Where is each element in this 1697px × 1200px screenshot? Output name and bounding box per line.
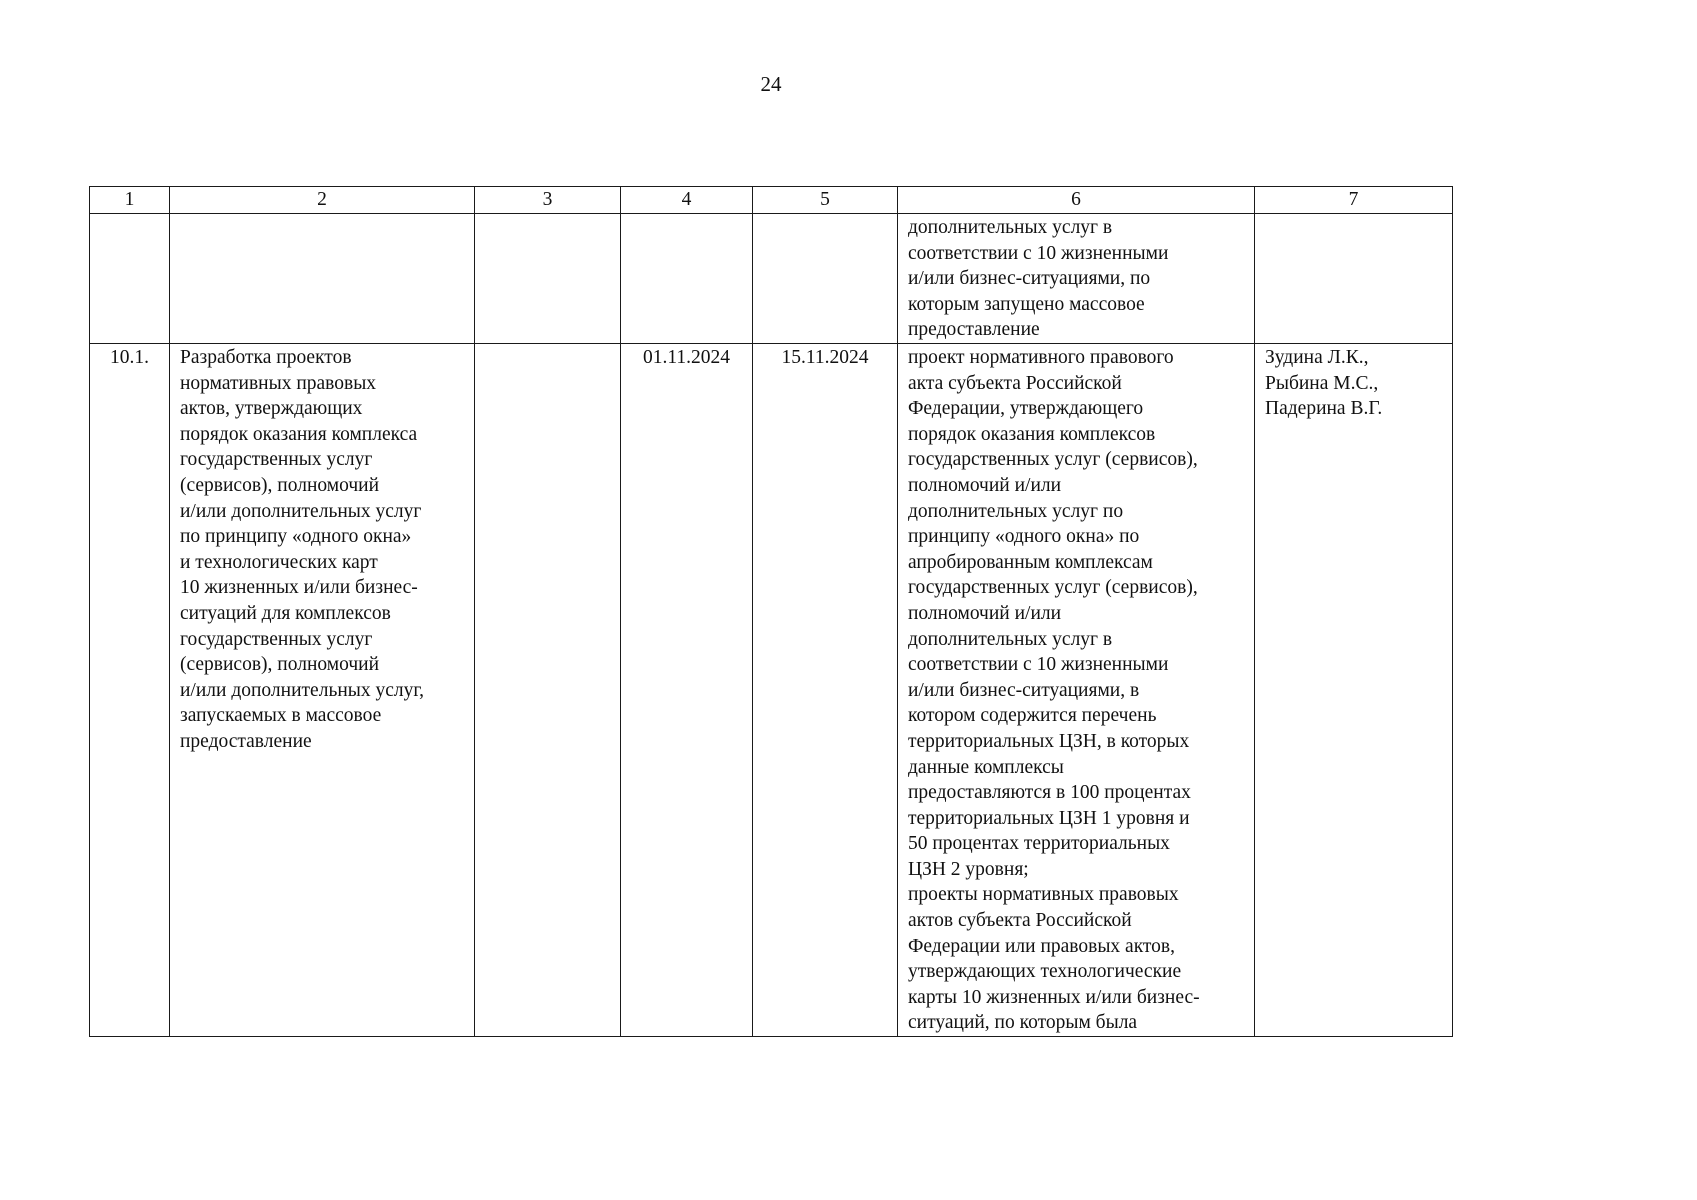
continuation-cell-3 (475, 214, 621, 344)
page-number: 24 (760, 72, 782, 96)
column-header-4: 4 (621, 187, 753, 214)
continuation-cell-2 (170, 214, 475, 344)
continuation-cell-7 (1255, 214, 1453, 344)
column-header-5: 5 (753, 187, 898, 214)
continuation-row (90, 214, 1453, 344)
column-header-1: 1 (90, 187, 170, 214)
column-header-7: 7 (1255, 187, 1453, 214)
continuation-cell-4 (621, 214, 753, 344)
row-end-date-cell: 15.11.2024 (753, 344, 898, 1037)
row-responsible-cell: Зудина Л.К., Рыбина М.С., Падерина В.Г. (1255, 344, 1453, 1037)
continuation-cell-1 (90, 214, 170, 344)
row-number-cell: 10.1. (90, 344, 170, 1037)
column-header-2: 2 (170, 187, 475, 214)
row-result-cell: проект нормативного правового акта субъекта Российской Федерации, утверждающего порядок оказания комплексов государственных услуг (сервисов), полномочий и/или дополнительных услуг по принципу «одного окна» по апробированным комплексам государственных услуг (сервисов), полномочий и/или дополнительных услуг в соответствии с 10 жизненными и/или бизнес-ситуациями, в котором содержится перечень территориальных ЦЗН, в которых данные комплексы предоставляются в 100 процентах территориальных ЦЗН 1 уровня и 50 процентах территориальных ЦЗН 2 уровня; проекты нормативных правовых актов субъекта Российской Федерации или правовых актов, утверждающих технологические карты 10 жизненных и/или бизнес- ситуаций, по которым была (898, 344, 1255, 1037)
column-header-6: 6 (898, 187, 1255, 214)
row-col3-cell (475, 344, 621, 1037)
column-number-row (90, 187, 1453, 214)
row-start-date-cell: 01.11.2024 (621, 344, 753, 1037)
continuation-cell-5 (753, 214, 898, 344)
row-description-cell: Разработка проектов нормативных правовых актов, утверждающих порядок оказания комплекса государственных услуг (сервисов), полномочий и/или дополнительных услуг по принципу «одного окна» и технологических карт 10 жизненных и/или бизнес- ситуаций для комплексов государственных услуг (сервисов), полномочий и/или дополнительных услуг, запускаемых в массовое предоставление (170, 344, 475, 1037)
continuation-result-cell: дополнительных услуг в соответствии с 10 жизненными и/или бизнес-ситуациями, по которым запущено массовое предоставление (898, 214, 1255, 344)
plan-table (89, 186, 1453, 1037)
table-row (90, 344, 1453, 1037)
column-header-3: 3 (475, 187, 621, 214)
